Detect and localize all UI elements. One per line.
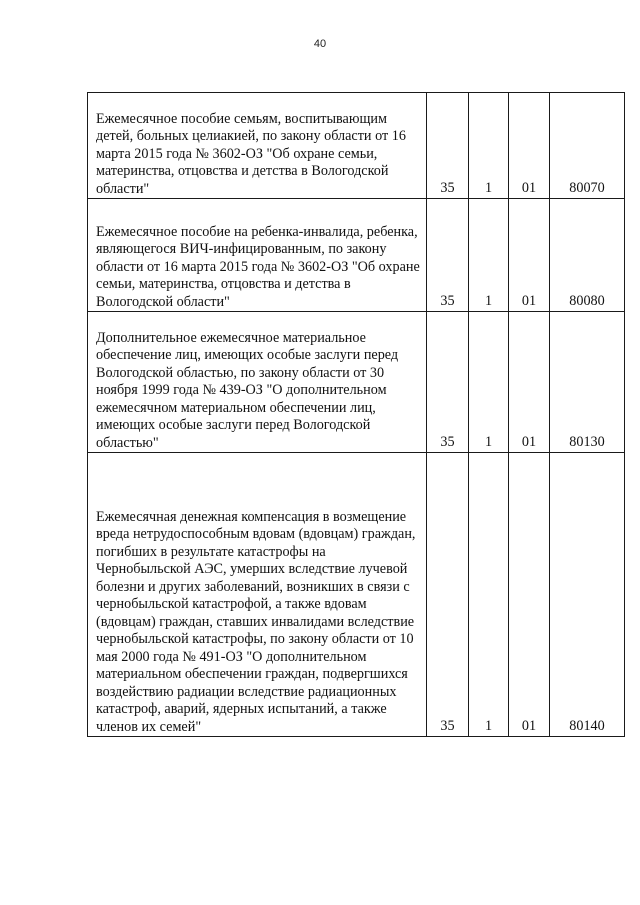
row-code-4: 80070 bbox=[550, 93, 625, 199]
row-code-3: 01 bbox=[509, 93, 550, 199]
table-row bbox=[88, 199, 625, 312]
row-description: Ежемесячная денежная компенсация в возмещение вреда нетрудоспособным вдовам (вдовцам) граждан, погибших в результате катастрофы на Чернобыльской АЭС, умерших вследствие лучевой болезни и других заболеваний, возникших в связи с чернобыльской катастрофой, а также вдовам (вдовцам) граждан, ставших инвалидами вследствие чернобыльской катастрофы, по закону области от 10 мая 2000 года № 491-ОЗ "О дополнительном материальном обеспечении граждан, подвергшихся воздействию радиации вследствие радиационных катастроф, аварий, ядерных испытаний, а также членов их семей" bbox=[88, 453, 427, 737]
row-code-2: 1 bbox=[469, 199, 509, 312]
row-description: Дополнительное ежемесячное материальное обеспечение лиц, имеющих особые заслуги перед Вологодской областью, по закону области от 30 ноября 1999 года № 439-ОЗ "О дополнительном ежемесячном материальном обеспечении лиц, имеющих особые заслуги перед Вологодской областью" bbox=[88, 312, 427, 453]
row-code-4: 80130 bbox=[550, 312, 625, 453]
row-description: Ежемесячное пособие на ребенка-инвалида, ребенка, являющегося ВИЧ-инфицированным, по закону области от 16 марта 2015 года № 3602-ОЗ "Об охране семьи, материнства, отцовства и детства в Вологодской области" bbox=[88, 199, 427, 312]
row-code-3: 01 bbox=[509, 453, 550, 737]
row-code-3: 01 bbox=[509, 312, 550, 453]
table-row bbox=[88, 93, 625, 199]
row-code-4: 80080 bbox=[550, 199, 625, 312]
row-code-4: 80140 bbox=[550, 453, 625, 737]
row-description: Ежемесячное пособие семьям, воспитывающим детей, больных целиакией, по закону области от 16 марта 2015 года № 3602-ОЗ "Об охране семьи, материнства, отцовства и детства в Вологодской области" bbox=[88, 93, 427, 199]
row-code-1: 35 bbox=[427, 453, 469, 737]
table-row bbox=[88, 453, 625, 737]
row-code-1: 35 bbox=[427, 93, 469, 199]
page-number: 40 bbox=[313, 38, 327, 50]
row-code-3: 01 bbox=[509, 199, 550, 312]
row-code-2: 1 bbox=[469, 312, 509, 453]
table-row bbox=[88, 312, 625, 453]
row-code-2: 1 bbox=[469, 93, 509, 199]
row-code-2: 1 bbox=[469, 453, 509, 737]
row-code-1: 35 bbox=[427, 312, 469, 453]
budget-table bbox=[87, 92, 625, 737]
row-code-1: 35 bbox=[427, 199, 469, 312]
